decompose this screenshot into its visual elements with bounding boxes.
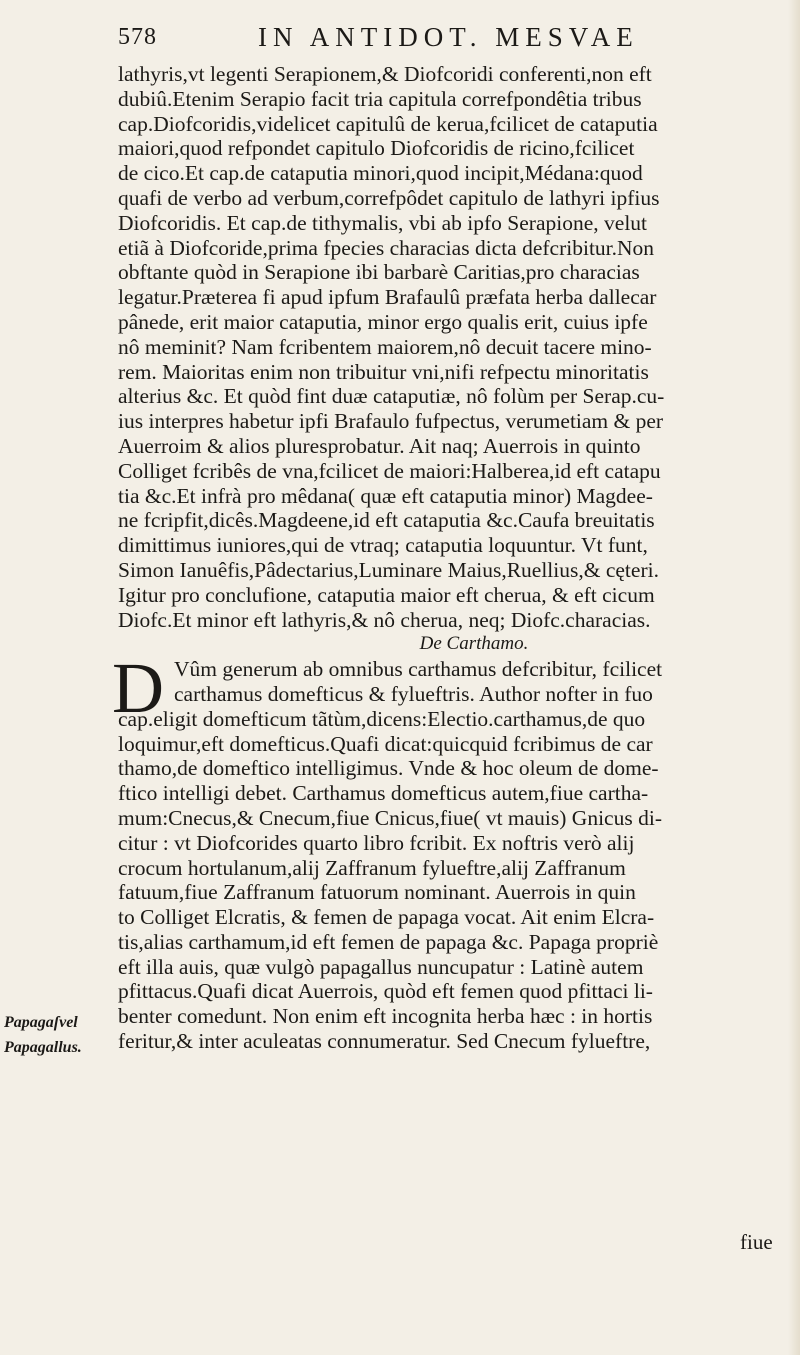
text-line: rem. Maioritas enim non tribuitur vni,nifi refpectu minoritatis bbox=[118, 359, 649, 384]
text-line: Diofc.Et minor eft lathyris,& nô cherua, neq; Diofc.characias. bbox=[118, 607, 651, 632]
text-line: dubiû.Etenim Serapio facit tria capitula correfpondêtia tribus bbox=[118, 86, 642, 111]
text-line: maiori,quod refpondet capitulo Diofcoridis de ricino,fcilicet bbox=[118, 136, 635, 161]
margin-notes bbox=[4, 1011, 114, 1061]
page-number: 578 bbox=[118, 24, 157, 50]
margin-note: Papagaſvel bbox=[4, 1014, 78, 1031]
text-line: de cico.Et cap.de cataputia minori,quod incipit,Médana:quod bbox=[118, 161, 643, 186]
text-line: feritur,& inter aculeatas connumeratur. Sed Cnecum fylueftre, bbox=[118, 1029, 651, 1054]
text-line: Vûm generum ab omnibus carthamus defcribitur, fcilicet bbox=[174, 657, 663, 682]
text-line: carthamus domefticus & fylueftris. Author nofter in fuo bbox=[174, 681, 653, 706]
text-line: dimittimus iuniores,qui de vtraq; cataputia loquuntur. Vt funt, bbox=[118, 533, 648, 558]
text-line: to Colliget Elcratis, & femen de papaga vocat. Ait enim Elcra- bbox=[118, 905, 655, 930]
catchword: fiue bbox=[740, 1230, 773, 1254]
drop-cap: D bbox=[112, 648, 164, 729]
text-line: obftante quòd in Serapione ibi barbarè Caritias,pro characias bbox=[118, 260, 640, 285]
text-line: cap.Diofcoridis,videlicet capitulû de kerua,fcilicet de cataputia bbox=[118, 111, 658, 136]
text-line: tis,alias carthamum,id eft femen de papaga &c. Papaga propriè bbox=[118, 929, 659, 954]
text-line: pfittacus.Quafi dicat Auerrois, quòd eft femen quod pfittaci li- bbox=[118, 979, 653, 1004]
text-line: lathyris,vt legenti Serapionem,& Diofcoridi conferenti,non eft bbox=[118, 62, 652, 86]
text-line: benter comedunt. Non enim eft incognita herba hæc : in hortis bbox=[118, 1004, 653, 1029]
text-line: tia &c.Et infrà pro mêdana( quæ eft cataputia minor) Magdee- bbox=[118, 483, 653, 508]
text-line: citur : vt Diofcorides quarto libro fcribit. Ex noftris verò alij bbox=[118, 830, 635, 855]
text-line: fatuum,fiue Zaffranum fatuorum nominant. Auerrois in quin bbox=[118, 880, 636, 905]
text-line: nô meminit? Nam fcribentem maiorem,nô decuit tacere mino- bbox=[118, 334, 652, 359]
paragraph-lathyris bbox=[118, 62, 790, 632]
text-line: alterius &c. Et quòd fint duæ cataputiæ, nô folùm per Serap.cu- bbox=[118, 384, 665, 409]
running-head: IN ANTIDOT. MESVAE bbox=[258, 22, 639, 52]
text-line: Diofcoridis. Et cap.de tithymalis, vbi ab ipfo Serapione, velut bbox=[118, 210, 648, 235]
text-line: quafi de verbo ad verbum,correfpôdet capitulo de lathyri ipfius bbox=[118, 185, 660, 210]
text-line: crocum hortulanum,alij Zaffranum fylueftre,alij Zaffranum bbox=[118, 855, 626, 880]
text-line: Simon Ianuêfis,Pâdectarius,Luminare Maius,Ruellius,& cęteri. bbox=[118, 557, 659, 582]
text-line: Auerroim & alios pluresprobatur. Ait naq; Auerrois in quinto bbox=[118, 433, 641, 458]
text-line: loquimur,eft domefticus.Quafi dicat:quicquid fcribimus de car bbox=[118, 731, 653, 756]
text-line: ius interpres habetur ipfi Brafaulo fufpectus, verumetiam & per bbox=[118, 409, 664, 434]
margin-note: Papagallus. bbox=[4, 1038, 82, 1056]
text-line: etiã à Diofcoride,prima fpecies characias dicta defcribitur.Non bbox=[118, 235, 655, 260]
text-line: ftico intelligi debet. Carthamus domefticus autem,fiue cartha- bbox=[118, 781, 649, 806]
text-line: Igitur pro conclufione, cataputia maior eft cherua, & eft cicum bbox=[118, 582, 655, 607]
text-line: thamo,de domeftico intelligimus. Vnde & hoc oleum de dome- bbox=[118, 756, 659, 781]
text-line: eft illa auis, quæ vulgò papagallus nuncupatur : Latinè autem bbox=[118, 954, 644, 979]
text-line: cap.eligit domefticum tãtùm,dicens:Electio.carthamus,de quo bbox=[118, 706, 646, 731]
page-header bbox=[118, 22, 778, 56]
text-line: ne fcripfit,dicês.Magdeene,id eft cataputia &c.Caufa breuitatis bbox=[118, 508, 655, 533]
text-line: pânede, erit maior cataputia, minor ergo qualis erit, cuius ipfe bbox=[118, 309, 648, 334]
text-line: legatur.Præterea fi apud ipfum Brafaulû præfata herba dallecar bbox=[118, 285, 657, 310]
paragraph-carthamus bbox=[112, 648, 790, 1054]
text-line: Colliget fcribês de vna,fcilicet de maiori:Halberea,id eft catapu bbox=[118, 458, 661, 483]
text-line: mum:Cnecus,& Cnecum,fiue Cnicus,fiue( vt mauis) Gnicus di- bbox=[118, 805, 662, 830]
section-title: De Carthamo. bbox=[419, 633, 529, 655]
text-block bbox=[112, 62, 790, 1054]
